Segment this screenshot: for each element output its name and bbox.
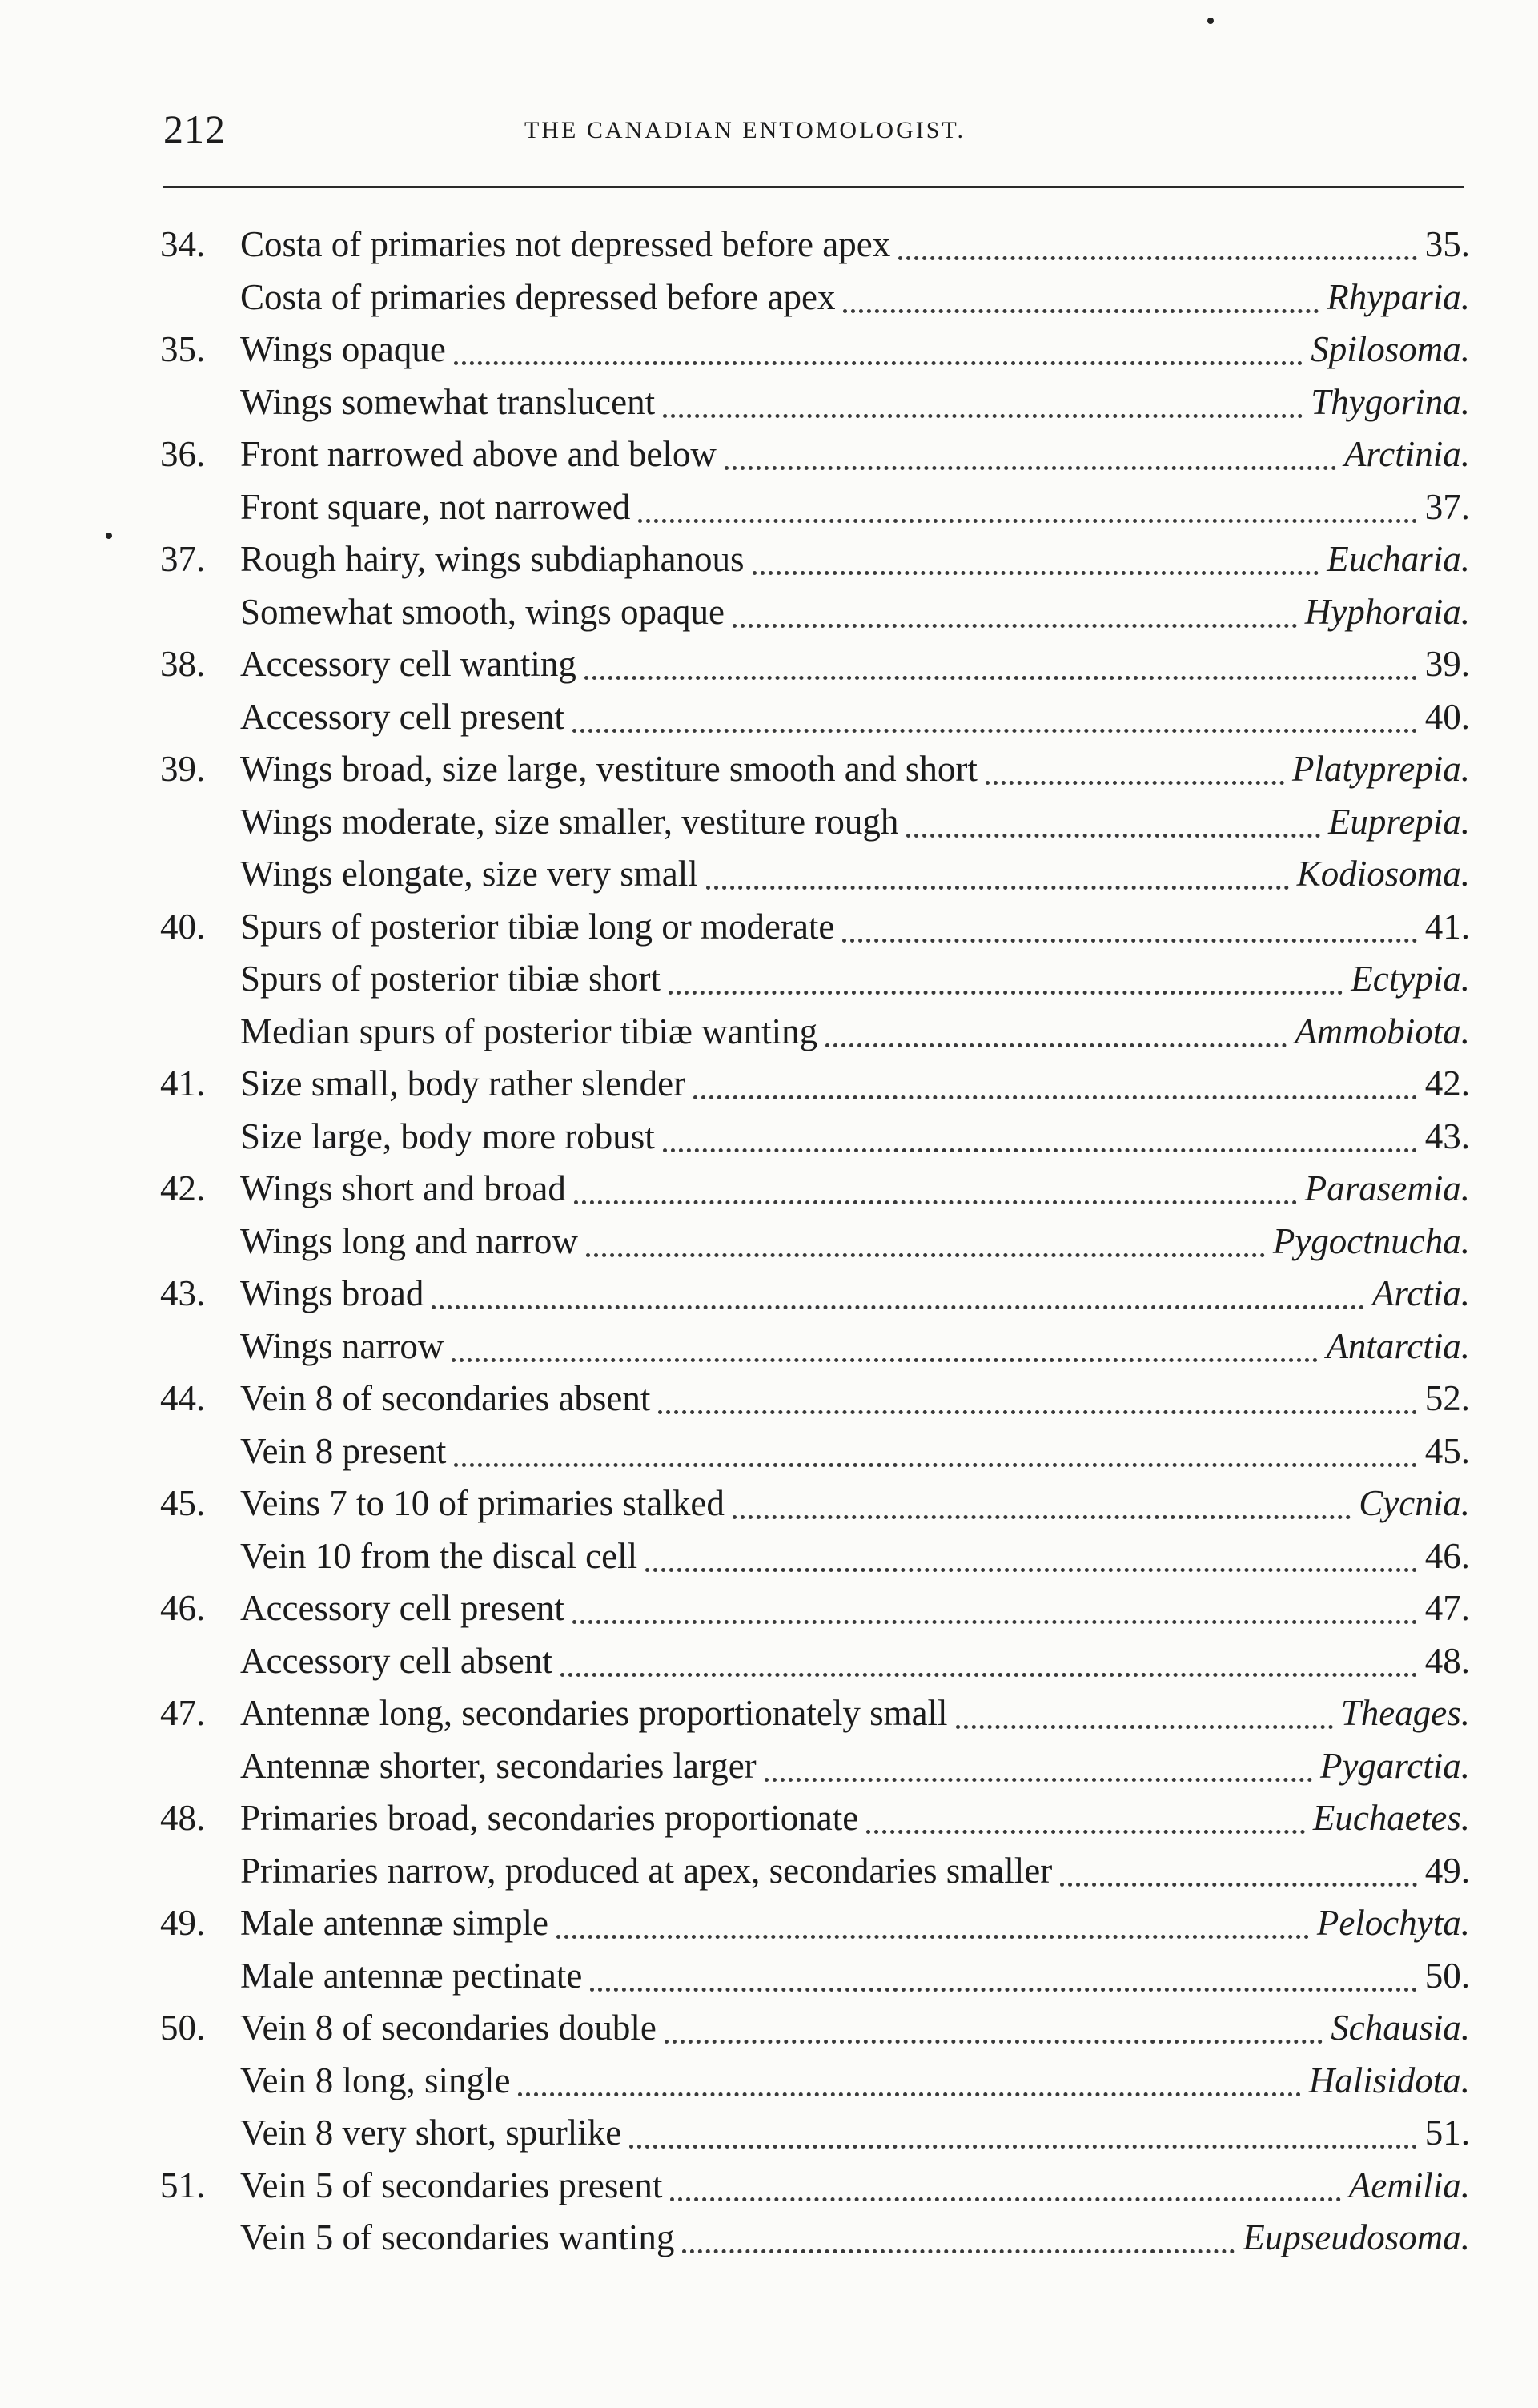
genus-name: Pygoctnucha. [1272, 1220, 1470, 1261]
couplet-number: 39. [160, 749, 206, 789]
couplet-reference: 52. [1424, 1378, 1470, 1418]
couplet-reference: 37. [1424, 486, 1470, 527]
couplet-description: Antennæ shorter, secondaries larger [240, 1745, 757, 1786]
couplet-description: Accessory cell present [240, 696, 564, 737]
key-row [160, 1580, 1470, 1633]
dot-leader [590, 1952, 1416, 1992]
dot-leader [452, 1322, 1318, 1362]
couplet-reference: 48. [1424, 1640, 1470, 1681]
couplet-reference: 35. [1424, 224, 1470, 264]
couplet-description: Antennæ long, secondaries proportionately small [240, 1693, 948, 1733]
dot-leader [556, 1899, 1309, 1939]
dot-leader [574, 1164, 1297, 1204]
dot-leader [725, 430, 1336, 470]
genus-name: Pygarctia. [1319, 1745, 1470, 1786]
identification-key [160, 216, 1470, 2262]
key-row [160, 2209, 1470, 2262]
dot-leader [765, 1742, 1312, 1782]
key-row [160, 479, 1470, 532]
genus-name: Eucharia. [1327, 539, 1470, 579]
key-row [160, 2104, 1470, 2157]
couplet-description: Wings broad [240, 1273, 424, 1313]
dot-leader [454, 1427, 1416, 1467]
couplet-description: Wings long and narrow [240, 1220, 578, 1261]
genus-name: Arctia. [1371, 1273, 1470, 1313]
genus-name: Eupseudosoma. [1243, 2217, 1470, 2257]
key-row [160, 1790, 1470, 1843]
genus-name: Theages. [1340, 1693, 1470, 1733]
couplet-number: 49. [160, 1903, 206, 1943]
couplet-reference: 51. [1424, 2113, 1470, 2153]
couplet-description: Primaries broad, secondaries proportionate [240, 1798, 859, 1838]
genus-name: Spilosoma. [1311, 329, 1470, 369]
key-row [160, 531, 1470, 584]
key-row [160, 741, 1470, 794]
key-row [160, 1370, 1470, 1423]
key-row [160, 1475, 1470, 1528]
genus-name: Antarctia. [1326, 1325, 1470, 1366]
speck-mark [1207, 18, 1214, 24]
dot-leader [682, 2213, 1235, 2253]
dot-leader [663, 378, 1303, 418]
couplet-description: Vein 10 from the discal cell [240, 1535, 638, 1576]
dot-leader [706, 850, 1289, 890]
couplet-reference: 50. [1424, 1955, 1470, 1996]
couplet-description: Wings broad, size large, vestiture smooth and short [240, 749, 978, 789]
dot-leader [518, 2056, 1300, 2096]
dot-leader [898, 220, 1417, 260]
dot-leader [584, 640, 1417, 680]
couplet-number: 46. [160, 1588, 206, 1628]
couplet-reference: 47. [1424, 1588, 1470, 1628]
key-row [160, 794, 1470, 846]
genus-name: Euchaetes. [1312, 1798, 1470, 1838]
couplet-description: Primaries narrow, produced at apex, secondaries smaller [240, 1850, 1053, 1891]
key-row [160, 1160, 1470, 1213]
header-rule [163, 186, 1464, 188]
dot-leader [825, 1007, 1287, 1047]
couplet-reference: 39. [1424, 644, 1470, 684]
couplet-description: Vein 8 long, single [240, 2060, 511, 2100]
key-row [160, 1633, 1470, 1686]
couplet-description: Size large, body more robust [240, 1116, 655, 1156]
dot-leader [753, 535, 1319, 575]
couplet-description: Veins 7 to 10 of primaries stalked [240, 1483, 725, 1523]
couplet-number: 40. [160, 906, 206, 947]
couplet-number: 42. [160, 1168, 206, 1208]
key-row [160, 846, 1470, 898]
dot-leader [638, 483, 1416, 523]
dot-leader [866, 1794, 1305, 1834]
couplet-number: 41. [160, 1063, 206, 1103]
dot-leader [560, 1637, 1417, 1677]
dot-leader [842, 902, 1416, 943]
key-row [160, 374, 1470, 427]
couplet-description: Costa of primaries depressed before apex [240, 276, 836, 317]
key-row [160, 2052, 1470, 2105]
margin-dot-mark [106, 533, 112, 539]
dot-leader [665, 2004, 1323, 2044]
key-row [160, 269, 1470, 322]
couplet-description: Accessory cell present [240, 1588, 564, 1628]
couplet-description: Wings elongate, size very small [240, 854, 698, 894]
genus-name: Ammobiota. [1295, 1011, 1470, 1051]
dot-leader [693, 1059, 1417, 1099]
dot-leader [572, 693, 1417, 733]
genus-name: Thygorina. [1311, 381, 1470, 422]
genus-name: Aemilia. [1348, 2165, 1470, 2205]
dot-leader [658, 1374, 1416, 1414]
dot-leader [956, 1689, 1333, 1729]
genus-name: Platyprepia. [1291, 749, 1470, 789]
dot-leader [432, 1269, 1364, 1309]
dot-leader [572, 1584, 1417, 1624]
key-row [160, 636, 1470, 689]
dot-leader [843, 273, 1319, 313]
couplet-description: Male antennæ simple [240, 1903, 548, 1943]
couplet-description: Vein 8 of secondaries double [240, 2008, 657, 2048]
couplet-number: 36. [160, 434, 206, 474]
genus-name: Halisidota. [1308, 2060, 1470, 2100]
page-header [0, 106, 1538, 162]
key-row [160, 2157, 1470, 2210]
couplet-description: Wings narrow [240, 1325, 444, 1366]
dot-leader [986, 745, 1284, 785]
couplet-reference: 42. [1424, 1063, 1470, 1103]
couplet-description: Median spurs of posterior tibiæ wanting [240, 1011, 818, 1051]
genus-name: Parasemia. [1304, 1168, 1470, 1208]
couplet-description: Spurs of posterior tibiæ short [240, 959, 661, 999]
key-row [160, 1528, 1470, 1581]
genus-name: Pelochyta. [1316, 1903, 1470, 1943]
key-row [160, 1843, 1470, 1895]
key-row [160, 1738, 1470, 1791]
couplet-description: Wings opaque [240, 329, 446, 369]
couplet-number: 35. [160, 329, 206, 369]
couplet-description: Vein 8 present [240, 1430, 447, 1471]
couplet-number: 50. [160, 2008, 206, 2048]
key-row [160, 1948, 1470, 2000]
couplet-description: Wings moderate, size smaller, vestiture rough [240, 801, 899, 842]
dot-leader [663, 1112, 1417, 1152]
page-number: 212 [163, 107, 226, 151]
dot-leader [669, 955, 1343, 995]
genus-name: Hyphoraia. [1304, 591, 1470, 632]
couplet-description: Vein 8 of secondaries absent [240, 1378, 651, 1418]
key-row [160, 1003, 1470, 1056]
couplet-reference: 43. [1424, 1116, 1470, 1156]
couplet-number: 51. [160, 2165, 206, 2205]
key-row [160, 1318, 1470, 1371]
couplet-description: Wings somewhat translucent [240, 381, 656, 422]
dot-leader [670, 2161, 1340, 2201]
dot-leader [586, 1217, 1265, 1257]
key-row [160, 2000, 1470, 2052]
couplet-description: Male antennæ pectinate [240, 1955, 583, 1996]
couplet-number: 37. [160, 539, 206, 579]
couplet-description: Somewhat smooth, wings opaque [240, 591, 725, 632]
key-row [160, 898, 1470, 951]
genus-name: Kodiosoma. [1296, 854, 1470, 894]
couplet-reference: 46. [1424, 1535, 1470, 1576]
genus-name: Arctinia. [1343, 434, 1470, 474]
couplet-reference: 45. [1424, 1430, 1470, 1471]
genus-name: Schausia. [1331, 2008, 1470, 2048]
couplet-description: Costa of primaries not depressed before apex [240, 224, 891, 264]
key-row [160, 951, 1470, 1003]
couplet-description: Rough hairy, wings subdiaphanous [240, 539, 745, 579]
dot-leader [733, 588, 1297, 628]
key-row [160, 1213, 1470, 1266]
couplet-description: Accessory cell absent [240, 1640, 552, 1681]
dot-leader [1060, 1847, 1417, 1887]
couplet-reference: 49. [1424, 1850, 1470, 1891]
key-row [160, 216, 1470, 269]
couplet-reference: 40. [1424, 696, 1470, 737]
key-row [160, 1055, 1470, 1108]
running-title: THE CANADIAN ENTOMOLOGIST. [524, 117, 966, 143]
dot-leader [454, 325, 1303, 365]
key-row [160, 1423, 1470, 1476]
genus-name: Rhyparia. [1327, 276, 1470, 317]
dot-leader [906, 798, 1320, 838]
couplet-number: 38. [160, 644, 206, 684]
genus-name: Cycnia. [1359, 1483, 1470, 1523]
key-row [160, 1108, 1470, 1161]
couplet-description: Vein 8 very short, spurlike [240, 2113, 622, 2153]
genus-name: Ectypia. [1351, 959, 1470, 999]
couplet-number: 34. [160, 224, 206, 264]
couplet-description: Vein 5 of secondaries wanting [240, 2217, 675, 2257]
couplet-number: 47. [160, 1693, 206, 1733]
couplet-description: Wings short and broad [240, 1168, 566, 1208]
key-row [160, 321, 1470, 374]
key-row [160, 1895, 1470, 1948]
couplet-description: Spurs of posterior tibiæ long or moderate [240, 906, 835, 947]
couplet-number: 48. [160, 1798, 206, 1838]
key-row [160, 584, 1470, 637]
dot-leader [733, 1479, 1351, 1519]
couplet-description: Front square, not narrowed [240, 486, 631, 527]
couplet-number: 43. [160, 1273, 206, 1313]
couplet-description: Front narrowed above and below [240, 434, 717, 474]
dot-leader [645, 1532, 1417, 1572]
couplet-description: Vein 5 of secondaries present [240, 2165, 663, 2205]
couplet-number: 44. [160, 1378, 206, 1418]
genus-name: Euprepia. [1327, 801, 1470, 842]
dot-leader [629, 2109, 1417, 2149]
key-row [160, 1265, 1470, 1318]
key-row [160, 689, 1470, 742]
couplet-description: Accessory cell wanting [240, 644, 576, 684]
key-row [160, 426, 1470, 479]
couplet-reference: 41. [1424, 906, 1470, 947]
couplet-description: Size small, body rather slender [240, 1063, 686, 1103]
couplet-number: 45. [160, 1483, 206, 1523]
key-row [160, 1685, 1470, 1738]
